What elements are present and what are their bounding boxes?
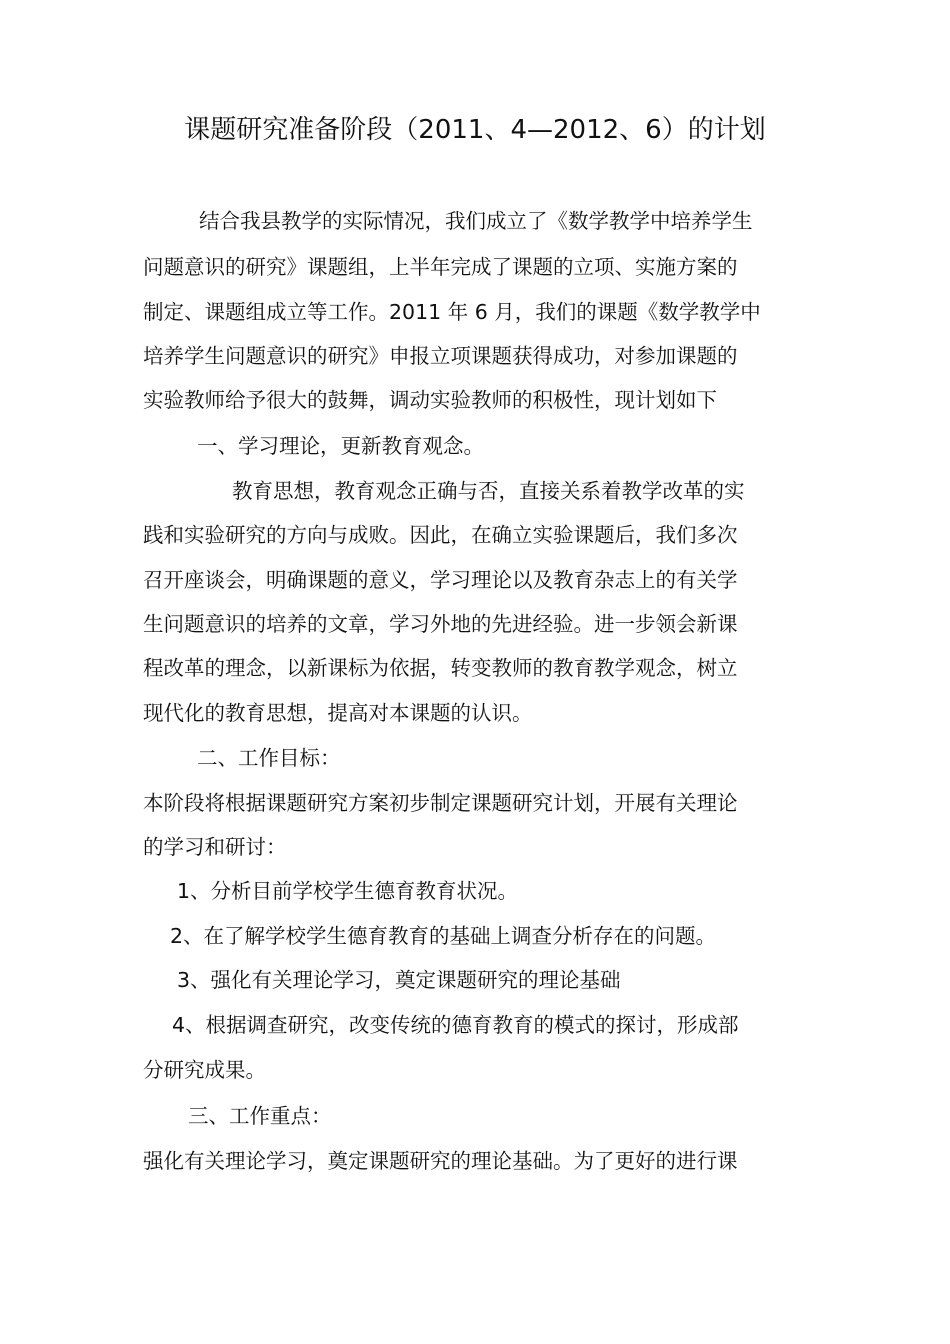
section1-line-3: 召开座谈会，明确课题的意义，学习理论以及教育杂志上的有关学 [143,568,738,592]
section2-item-4-cont: 分研究成果。 [143,1058,266,1082]
intro-line-1: 结合我县教学的实际情况，我们成立了《数学教学中培养学生 [199,209,753,233]
section2-item-2: 2、在了解学校学生德育教育的基础上调查分析存在的问题。 [170,924,717,948]
intro-line-4: 培养学生问题意识的研究》申报立项课题获得成功，对参加课题的 [143,344,738,368]
intro-line-3: 制定、课题组成立等工作。2011 年 6 月，我们的课题《数学教学中 [143,300,761,324]
section1-heading: 一、学习理论，更新教育观念。 [197,434,484,458]
section3-line-1: 强化有关理论学习，奠定课题研究的理论基础。为了更好的进行课 [143,1149,738,1173]
section2-item-4: 4、根据调查研究，改变传统的德育教育的模式的探讨，形成部 [172,1013,739,1037]
section2-heading: 二、工作目标： [197,746,341,770]
section1-line-4: 生问题意识的培养的文章，学习外地的先进经验。进一步领会新课 [143,612,738,636]
section2-item-3: 3、强化有关理论学习，奠定课题研究的理论基础 [177,968,621,992]
section2-item-1: 1、分析目前学校学生德育教育状况。 [177,879,519,903]
section1-line-1: 教育思想，教育观念正确与否，直接关系着教学改革的实 [232,479,745,503]
section1-line-6: 现代化的教育思想，提高对本课题的认识。 [143,701,533,725]
document-title: 课题研究准备阶段（2011、4—2012、6）的计划 [184,115,766,145]
section1-line-5: 程改革的理念，以新课标为依据，转变教师的教育教学观念，树立 [143,656,738,680]
intro-line-2: 问题意识的研究》课题组，上半年完成了课题的立项、实施方案的 [143,255,738,279]
intro-line-5: 实验教师给予很大的鼓舞，调动实验教师的积极性，现计划如下 [143,388,717,412]
section3-heading: 三、工作重点： [188,1104,332,1128]
section2-line-2: 的学习和研讨： [143,835,287,859]
section2-line-1: 本阶段将根据课题研究方案初步制定课题研究计划，开展有关理论 [143,791,738,815]
section1-line-2: 践和实验研究的方向与成败。因此，在确立实验课题后，我们多次 [143,523,738,547]
